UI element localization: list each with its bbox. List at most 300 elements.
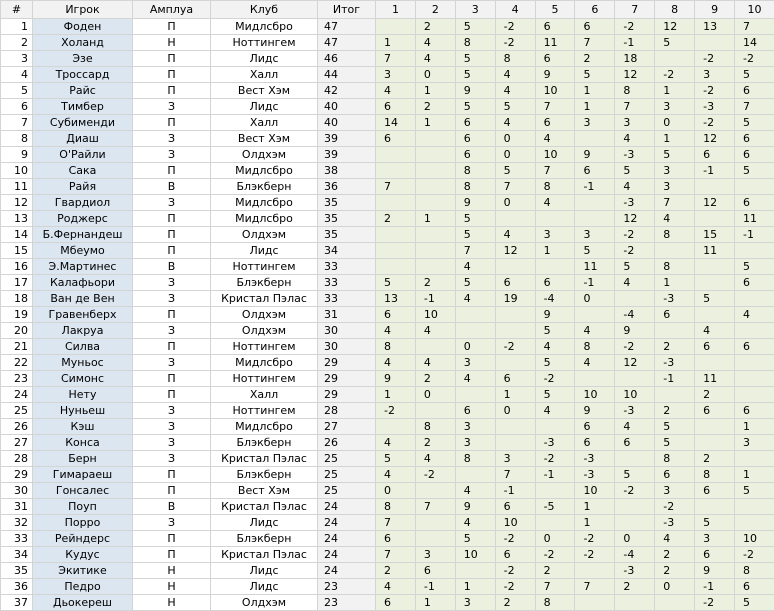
player-name-cell[interactable]: Мбеумо: [33, 243, 133, 259]
gameweek-points-cell[interactable]: 6: [695, 339, 735, 355]
gameweek-points-cell[interactable]: 5: [695, 515, 735, 531]
row-number-cell[interactable]: 1: [1, 19, 33, 35]
gameweek-points-cell[interactable]: 14: [376, 115, 416, 131]
position-cell[interactable]: З: [133, 275, 211, 291]
position-cell[interactable]: В: [133, 259, 211, 275]
player-name-cell[interactable]: Гвардиол: [33, 195, 133, 211]
gameweek-points-cell[interactable]: 3: [575, 227, 615, 243]
gameweek-points-cell[interactable]: 5: [535, 323, 575, 339]
gameweek-points-cell[interactable]: 8: [455, 451, 495, 467]
position-cell[interactable]: З: [133, 355, 211, 371]
gameweek-points-cell[interactable]: 7: [535, 579, 575, 595]
row-number-cell[interactable]: 8: [1, 131, 33, 147]
gameweek-points-cell[interactable]: 2: [415, 435, 455, 451]
total-points-cell[interactable]: 30: [318, 323, 376, 339]
gameweek-points-cell[interactable]: 4: [455, 515, 495, 531]
position-cell[interactable]: П: [133, 339, 211, 355]
gameweek-points-cell[interactable]: 9: [575, 147, 615, 163]
gameweek-points-cell[interactable]: 6: [695, 147, 735, 163]
position-cell[interactable]: З: [133, 147, 211, 163]
row-number-cell[interactable]: 15: [1, 243, 33, 259]
row-number-cell[interactable]: 17: [1, 275, 33, 291]
gameweek-points-cell[interactable]: [415, 339, 455, 355]
gameweek-points-cell[interactable]: 2: [655, 547, 695, 563]
gameweek-points-cell[interactable]: 7: [735, 19, 774, 35]
gameweek-points-cell[interactable]: -2: [535, 547, 575, 563]
club-cell[interactable]: Кристал Пэлас: [211, 499, 318, 515]
gameweek-points-cell[interactable]: 2: [415, 371, 455, 387]
gameweek-points-cell[interactable]: 7: [455, 243, 495, 259]
player-name-cell[interactable]: Берн: [33, 451, 133, 467]
column-header[interactable]: Клуб: [211, 1, 318, 19]
gameweek-points-cell[interactable]: 13: [376, 291, 416, 307]
club-cell[interactable]: Мидлсбро: [211, 355, 318, 371]
club-cell[interactable]: Ноттингем: [211, 259, 318, 275]
total-points-cell[interactable]: 26: [318, 435, 376, 451]
club-cell[interactable]: Мидлсбро: [211, 211, 318, 227]
gameweek-points-cell[interactable]: -1: [735, 227, 774, 243]
gameweek-points-cell[interactable]: -3: [615, 195, 655, 211]
player-name-cell[interactable]: Экитике: [33, 563, 133, 579]
column-header[interactable]: 8: [655, 1, 695, 19]
gameweek-points-cell[interactable]: 6: [575, 19, 615, 35]
gameweek-points-cell[interactable]: 6: [735, 147, 774, 163]
gameweek-points-cell[interactable]: 2: [495, 595, 535, 611]
player-name-cell[interactable]: Б.Фернандеш: [33, 227, 133, 243]
total-points-cell[interactable]: 30: [318, 339, 376, 355]
player-name-cell[interactable]: Эзе: [33, 51, 133, 67]
gameweek-points-cell[interactable]: -1: [655, 371, 695, 387]
total-points-cell[interactable]: 25: [318, 483, 376, 499]
gameweek-points-cell[interactable]: 3: [415, 547, 455, 563]
gameweek-points-cell[interactable]: 8: [455, 163, 495, 179]
gameweek-points-cell[interactable]: [735, 387, 774, 403]
gameweek-points-cell[interactable]: 2: [535, 563, 575, 579]
total-points-cell[interactable]: 47: [318, 35, 376, 51]
gameweek-points-cell[interactable]: 5: [695, 291, 735, 307]
gameweek-points-cell[interactable]: 3: [575, 115, 615, 131]
gameweek-points-cell[interactable]: 1: [415, 595, 455, 611]
gameweek-points-cell[interactable]: 6: [495, 275, 535, 291]
gameweek-points-cell[interactable]: 4: [376, 467, 416, 483]
total-points-cell[interactable]: 33: [318, 259, 376, 275]
total-points-cell[interactable]: 25: [318, 451, 376, 467]
gameweek-points-cell[interactable]: [655, 51, 695, 67]
club-cell[interactable]: Вест Хэм: [211, 483, 318, 499]
gameweek-points-cell[interactable]: 5: [735, 115, 774, 131]
gameweek-points-cell[interactable]: 2: [415, 99, 455, 115]
gameweek-points-cell[interactable]: 6: [535, 115, 575, 131]
position-cell[interactable]: П: [133, 307, 211, 323]
gameweek-points-cell[interactable]: 1: [376, 387, 416, 403]
row-number-cell[interactable]: 18: [1, 291, 33, 307]
column-header[interactable]: 1: [376, 1, 416, 19]
gameweek-points-cell[interactable]: 2: [376, 211, 416, 227]
gameweek-points-cell[interactable]: 7: [495, 179, 535, 195]
gameweek-points-cell[interactable]: 1: [735, 419, 774, 435]
player-name-cell[interactable]: Нету: [33, 387, 133, 403]
total-points-cell[interactable]: 39: [318, 131, 376, 147]
club-cell[interactable]: Блэкберн: [211, 467, 318, 483]
gameweek-points-cell[interactable]: 6: [376, 99, 416, 115]
row-number-cell[interactable]: 6: [1, 99, 33, 115]
total-points-cell[interactable]: 24: [318, 547, 376, 563]
row-number-cell[interactable]: 23: [1, 371, 33, 387]
gameweek-points-cell[interactable]: 11: [735, 211, 774, 227]
gameweek-points-cell[interactable]: [575, 595, 615, 611]
gameweek-points-cell[interactable]: 3: [655, 99, 695, 115]
row-number-cell[interactable]: 2: [1, 35, 33, 51]
gameweek-points-cell[interactable]: 5: [455, 67, 495, 83]
gameweek-points-cell[interactable]: -3: [615, 403, 655, 419]
position-cell[interactable]: П: [133, 67, 211, 83]
gameweek-points-cell[interactable]: [376, 259, 416, 275]
gameweek-points-cell[interactable]: 12: [695, 131, 735, 147]
gameweek-points-cell[interactable]: [455, 307, 495, 323]
total-points-cell[interactable]: 35: [318, 227, 376, 243]
gameweek-points-cell[interactable]: 1: [455, 579, 495, 595]
gameweek-points-cell[interactable]: [695, 355, 735, 371]
gameweek-points-cell[interactable]: [415, 531, 455, 547]
total-points-cell[interactable]: 40: [318, 115, 376, 131]
gameweek-points-cell[interactable]: [376, 243, 416, 259]
club-cell[interactable]: Халл: [211, 67, 318, 83]
gameweek-points-cell[interactable]: 3: [615, 115, 655, 131]
gameweek-points-cell[interactable]: [455, 467, 495, 483]
gameweek-points-cell[interactable]: -2: [495, 531, 535, 547]
gameweek-points-cell[interactable]: -2: [735, 547, 774, 563]
gameweek-points-cell[interactable]: [415, 259, 455, 275]
total-points-cell[interactable]: 35: [318, 195, 376, 211]
gameweek-points-cell[interactable]: 4: [415, 323, 455, 339]
gameweek-points-cell[interactable]: [735, 451, 774, 467]
gameweek-points-cell[interactable]: 2: [695, 387, 735, 403]
gameweek-points-cell[interactable]: [415, 515, 455, 531]
total-points-cell[interactable]: 23: [318, 579, 376, 595]
gameweek-points-cell[interactable]: [735, 291, 774, 307]
position-cell[interactable]: П: [133, 227, 211, 243]
gameweek-points-cell[interactable]: 2: [376, 563, 416, 579]
gameweek-points-cell[interactable]: -3: [655, 515, 695, 531]
player-name-cell[interactable]: Кэш: [33, 419, 133, 435]
column-header[interactable]: 2: [415, 1, 455, 19]
gameweek-points-cell[interactable]: 8: [376, 499, 416, 515]
gameweek-points-cell[interactable]: [415, 147, 455, 163]
gameweek-points-cell[interactable]: 4: [535, 403, 575, 419]
gameweek-points-cell[interactable]: 4: [535, 131, 575, 147]
gameweek-points-cell[interactable]: 4: [655, 531, 695, 547]
gameweek-points-cell[interactable]: 6: [655, 467, 695, 483]
gameweek-points-cell[interactable]: 6: [495, 547, 535, 563]
gameweek-points-cell[interactable]: 9: [455, 499, 495, 515]
gameweek-points-cell[interactable]: 6: [376, 131, 416, 147]
gameweek-points-cell[interactable]: 1: [415, 115, 455, 131]
player-name-cell[interactable]: Педро: [33, 579, 133, 595]
gameweek-points-cell[interactable]: 3: [495, 451, 535, 467]
gameweek-points-cell[interactable]: 6: [455, 131, 495, 147]
club-cell[interactable]: Лидс: [211, 243, 318, 259]
position-cell[interactable]: П: [133, 243, 211, 259]
club-cell[interactable]: Лидс: [211, 51, 318, 67]
row-number-cell[interactable]: 4: [1, 67, 33, 83]
gameweek-points-cell[interactable]: 5: [575, 243, 615, 259]
total-points-cell[interactable]: 23: [318, 595, 376, 611]
position-cell[interactable]: З: [133, 99, 211, 115]
gameweek-points-cell[interactable]: 3: [455, 435, 495, 451]
total-points-cell[interactable]: 28: [318, 403, 376, 419]
gameweek-points-cell[interactable]: 4: [415, 451, 455, 467]
gameweek-points-cell[interactable]: [376, 195, 416, 211]
position-cell[interactable]: Н: [133, 595, 211, 611]
gameweek-points-cell[interactable]: 0: [495, 195, 535, 211]
gameweek-points-cell[interactable]: -2: [695, 51, 735, 67]
gameweek-points-cell[interactable]: 6: [695, 483, 735, 499]
gameweek-points-cell[interactable]: 0: [495, 403, 535, 419]
gameweek-points-cell[interactable]: -4: [535, 291, 575, 307]
player-name-cell[interactable]: Силва: [33, 339, 133, 355]
gameweek-points-cell[interactable]: 5: [615, 163, 655, 179]
position-cell[interactable]: З: [133, 435, 211, 451]
gameweek-points-cell[interactable]: [455, 387, 495, 403]
player-name-cell[interactable]: Роджерс: [33, 211, 133, 227]
gameweek-points-cell[interactable]: 12: [615, 355, 655, 371]
gameweek-points-cell[interactable]: 5: [615, 259, 655, 275]
gameweek-points-cell[interactable]: [735, 515, 774, 531]
club-cell[interactable]: Кристал Пэлас: [211, 547, 318, 563]
gameweek-points-cell[interactable]: [415, 483, 455, 499]
player-name-cell[interactable]: Муньос: [33, 355, 133, 371]
player-name-cell[interactable]: Ван де Вен: [33, 291, 133, 307]
gameweek-points-cell[interactable]: [535, 419, 575, 435]
gameweek-points-cell[interactable]: 4: [735, 307, 774, 323]
gameweek-points-cell[interactable]: -2: [495, 339, 535, 355]
gameweek-points-cell[interactable]: 3: [735, 435, 774, 451]
gameweek-points-cell[interactable]: 1: [575, 499, 615, 515]
gameweek-points-cell[interactable]: [535, 483, 575, 499]
gameweek-points-cell[interactable]: 9: [695, 563, 735, 579]
gameweek-points-cell[interactable]: -3: [655, 291, 695, 307]
total-points-cell[interactable]: 29: [318, 371, 376, 387]
gameweek-points-cell[interactable]: 7: [415, 499, 455, 515]
gameweek-points-cell[interactable]: -2: [655, 499, 695, 515]
gameweek-points-cell[interactable]: 7: [655, 195, 695, 211]
gameweek-points-cell[interactable]: 18: [615, 51, 655, 67]
gameweek-points-cell[interactable]: 6: [655, 307, 695, 323]
gameweek-points-cell[interactable]: -2: [575, 531, 615, 547]
gameweek-points-cell[interactable]: 5: [455, 51, 495, 67]
row-number-cell[interactable]: 30: [1, 483, 33, 499]
gameweek-points-cell[interactable]: 4: [376, 83, 416, 99]
gameweek-points-cell[interactable]: [495, 307, 535, 323]
gameweek-points-cell[interactable]: [695, 211, 735, 227]
gameweek-points-cell[interactable]: [376, 163, 416, 179]
club-cell[interactable]: Блэкберн: [211, 531, 318, 547]
row-number-cell[interactable]: 37: [1, 595, 33, 611]
gameweek-points-cell[interactable]: 5: [735, 259, 774, 275]
player-name-cell[interactable]: Диаш: [33, 131, 133, 147]
gameweek-points-cell[interactable]: 4: [575, 323, 615, 339]
gameweek-points-cell[interactable]: -2: [535, 371, 575, 387]
gameweek-points-cell[interactable]: 4: [575, 355, 615, 371]
gameweek-points-cell[interactable]: [415, 243, 455, 259]
player-name-cell[interactable]: Гимараеш: [33, 467, 133, 483]
gameweek-points-cell[interactable]: 12: [695, 195, 735, 211]
player-name-cell[interactable]: Калафьори: [33, 275, 133, 291]
gameweek-points-cell[interactable]: 8: [655, 227, 695, 243]
gameweek-points-cell[interactable]: 3: [695, 67, 735, 83]
gameweek-points-cell[interactable]: 5: [615, 467, 655, 483]
position-cell[interactable]: П: [133, 371, 211, 387]
gameweek-points-cell[interactable]: [615, 515, 655, 531]
gameweek-points-cell[interactable]: [575, 211, 615, 227]
gameweek-points-cell[interactable]: -2: [615, 483, 655, 499]
club-cell[interactable]: Мидлсбро: [211, 419, 318, 435]
gameweek-points-cell[interactable]: -1: [695, 163, 735, 179]
player-name-cell[interactable]: Гонсалес: [33, 483, 133, 499]
gameweek-points-cell[interactable]: 4: [455, 259, 495, 275]
gameweek-points-cell[interactable]: 3: [655, 179, 695, 195]
position-cell[interactable]: П: [133, 115, 211, 131]
row-number-cell[interactable]: 36: [1, 579, 33, 595]
gameweek-points-cell[interactable]: -3: [695, 99, 735, 115]
row-number-cell[interactable]: 27: [1, 435, 33, 451]
club-cell[interactable]: Мидлсбро: [211, 19, 318, 35]
gameweek-points-cell[interactable]: -5: [535, 499, 575, 515]
gameweek-points-cell[interactable]: -1: [415, 579, 455, 595]
gameweek-points-cell[interactable]: -2: [695, 595, 735, 611]
club-cell[interactable]: Кристал Пэлас: [211, 451, 318, 467]
gameweek-points-cell[interactable]: 19: [495, 291, 535, 307]
gameweek-points-cell[interactable]: -1: [575, 179, 615, 195]
column-header[interactable]: 6: [575, 1, 615, 19]
gameweek-points-cell[interactable]: [575, 195, 615, 211]
gameweek-points-cell[interactable]: 6: [735, 83, 774, 99]
club-cell[interactable]: Мидлсбро: [211, 163, 318, 179]
column-header[interactable]: 9: [695, 1, 735, 19]
gameweek-points-cell[interactable]: 10: [535, 147, 575, 163]
column-header[interactable]: Амплуа: [133, 1, 211, 19]
total-points-cell[interactable]: 33: [318, 275, 376, 291]
position-cell[interactable]: П: [133, 19, 211, 35]
gameweek-points-cell[interactable]: 7: [575, 35, 615, 51]
gameweek-points-cell[interactable]: 2: [655, 563, 695, 579]
gameweek-points-cell[interactable]: 6: [615, 435, 655, 451]
player-name-cell[interactable]: Субименди: [33, 115, 133, 131]
row-number-cell[interactable]: 9: [1, 147, 33, 163]
gameweek-points-cell[interactable]: -2: [615, 227, 655, 243]
gameweek-points-cell[interactable]: [655, 595, 695, 611]
club-cell[interactable]: Халл: [211, 387, 318, 403]
gameweek-points-cell[interactable]: [575, 563, 615, 579]
gameweek-points-cell[interactable]: [455, 563, 495, 579]
total-points-cell[interactable]: 44: [318, 67, 376, 83]
club-cell[interactable]: Олдхэм: [211, 307, 318, 323]
gameweek-points-cell[interactable]: -1: [535, 467, 575, 483]
gameweek-points-cell[interactable]: [735, 355, 774, 371]
gameweek-points-cell[interactable]: 5: [575, 67, 615, 83]
gameweek-points-cell[interactable]: 4: [376, 579, 416, 595]
gameweek-points-cell[interactable]: 4: [655, 211, 695, 227]
row-number-cell[interactable]: 13: [1, 211, 33, 227]
gameweek-points-cell[interactable]: 0: [415, 387, 455, 403]
gameweek-points-cell[interactable]: 7: [615, 99, 655, 115]
club-cell[interactable]: Олдхэм: [211, 595, 318, 611]
position-cell[interactable]: П: [133, 163, 211, 179]
gameweek-points-cell[interactable]: 7: [376, 547, 416, 563]
total-points-cell[interactable]: 31: [318, 307, 376, 323]
club-cell[interactable]: Лидс: [211, 563, 318, 579]
gameweek-points-cell[interactable]: 8: [735, 563, 774, 579]
gameweek-points-cell[interactable]: 6: [735, 131, 774, 147]
position-cell[interactable]: З: [133, 323, 211, 339]
gameweek-points-cell[interactable]: 4: [455, 483, 495, 499]
gameweek-points-cell[interactable]: 0: [575, 291, 615, 307]
gameweek-points-cell[interactable]: 3: [455, 355, 495, 371]
gameweek-points-cell[interactable]: 0: [535, 531, 575, 547]
club-cell[interactable]: Вест Хэм: [211, 83, 318, 99]
position-cell[interactable]: З: [133, 451, 211, 467]
gameweek-points-cell[interactable]: 7: [495, 467, 535, 483]
gameweek-points-cell[interactable]: 4: [415, 35, 455, 51]
player-name-cell[interactable]: Фоден: [33, 19, 133, 35]
gameweek-points-cell[interactable]: [415, 403, 455, 419]
club-cell[interactable]: Олдхэм: [211, 147, 318, 163]
gameweek-points-cell[interactable]: 9: [535, 307, 575, 323]
gameweek-points-cell[interactable]: 2: [615, 579, 655, 595]
player-name-cell[interactable]: Дьокереш: [33, 595, 133, 611]
gameweek-points-cell[interactable]: -2: [615, 339, 655, 355]
gameweek-points-cell[interactable]: 8: [455, 35, 495, 51]
gameweek-points-cell[interactable]: [495, 355, 535, 371]
gameweek-points-cell[interactable]: 5: [455, 531, 495, 547]
gameweek-points-cell[interactable]: 1: [575, 515, 615, 531]
gameweek-points-cell[interactable]: 10: [455, 547, 495, 563]
row-number-cell[interactable]: 7: [1, 115, 33, 131]
gameweek-points-cell[interactable]: 9: [455, 83, 495, 99]
gameweek-points-cell[interactable]: [695, 307, 735, 323]
gameweek-points-cell[interactable]: [615, 371, 655, 387]
gameweek-points-cell[interactable]: [376, 227, 416, 243]
club-cell[interactable]: Ноттингем: [211, 35, 318, 51]
gameweek-points-cell[interactable]: 8: [415, 419, 455, 435]
position-cell[interactable]: Н: [133, 579, 211, 595]
player-name-cell[interactable]: Конса: [33, 435, 133, 451]
total-points-cell[interactable]: 24: [318, 563, 376, 579]
gameweek-points-cell[interactable]: [455, 323, 495, 339]
gameweek-points-cell[interactable]: 10: [575, 483, 615, 499]
gameweek-points-cell[interactable]: 6: [455, 115, 495, 131]
gameweek-points-cell[interactable]: -1: [695, 579, 735, 595]
gameweek-points-cell[interactable]: [495, 435, 535, 451]
club-cell[interactable]: Вест Хэм: [211, 131, 318, 147]
gameweek-points-cell[interactable]: [535, 211, 575, 227]
gameweek-points-cell[interactable]: -1: [495, 483, 535, 499]
gameweek-points-cell[interactable]: 5: [455, 99, 495, 115]
column-header[interactable]: Итог: [318, 1, 376, 19]
gameweek-points-cell[interactable]: [535, 515, 575, 531]
total-points-cell[interactable]: 36: [318, 179, 376, 195]
gameweek-points-cell[interactable]: 9: [575, 403, 615, 419]
gameweek-points-cell[interactable]: 2: [415, 19, 455, 35]
position-cell[interactable]: П: [133, 211, 211, 227]
gameweek-points-cell[interactable]: 4: [535, 195, 575, 211]
gameweek-points-cell[interactable]: 4: [495, 67, 535, 83]
total-points-cell[interactable]: 25: [318, 467, 376, 483]
position-cell[interactable]: П: [133, 83, 211, 99]
gameweek-points-cell[interactable]: [415, 131, 455, 147]
gameweek-points-cell[interactable]: 6: [535, 19, 575, 35]
position-cell[interactable]: П: [133, 467, 211, 483]
